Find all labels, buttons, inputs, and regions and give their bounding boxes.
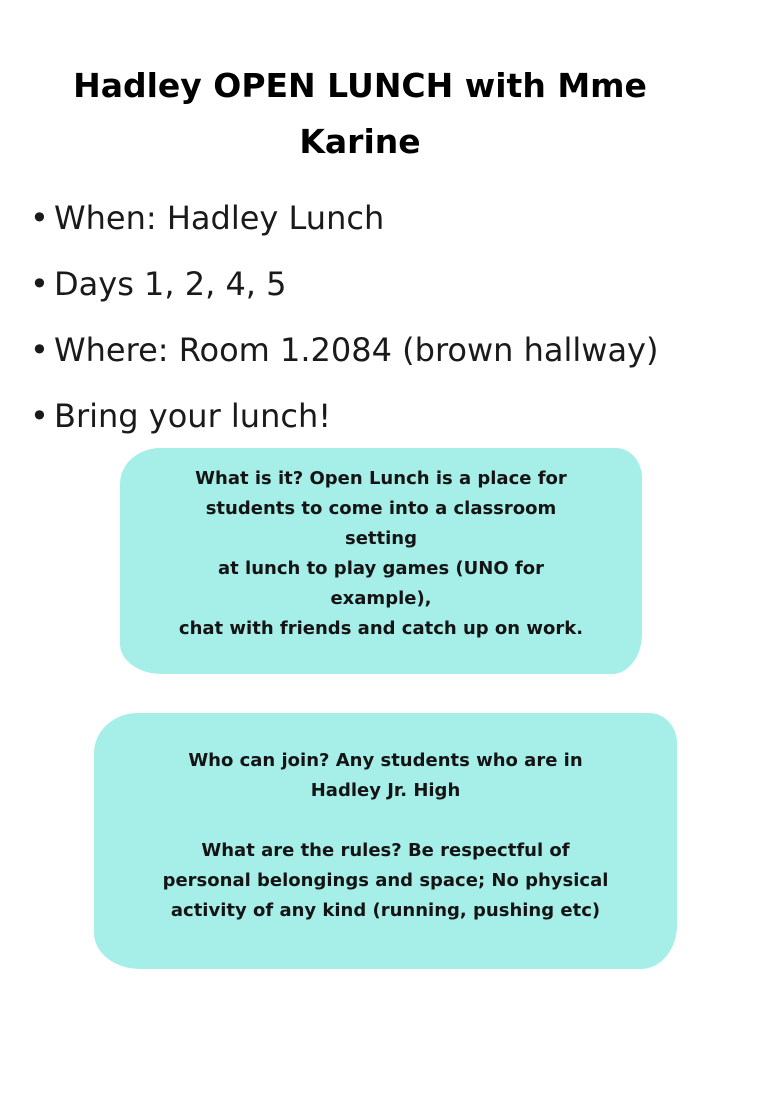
paragraph-spacer: [94, 806, 677, 836]
info-line: chat with friends and catch up on work.: [178, 618, 584, 639]
details-list: [30, 196, 750, 460]
bullet-icon: •: [30, 265, 49, 303]
page-title: [40, 58, 680, 170]
bullet-text: Bring your lunch!: [54, 397, 332, 435]
bullet-icon: •: [30, 199, 49, 237]
info-line: example),: [330, 588, 432, 609]
bullet-icon: •: [30, 397, 49, 435]
title-line-1: Hadley OPEN LUNCH with Mme: [73, 66, 647, 105]
bullet-text: Days 1, 2, 4, 5: [54, 265, 287, 303]
info-line: What is it? Open Lunch is a place for: [195, 468, 567, 489]
bullet-text: When: Hadley Lunch: [54, 199, 385, 237]
rules-line: activity of any kind (running, pushing etc): [170, 900, 601, 921]
what-is-it-text: [120, 464, 642, 644]
rules-line: What are the rules? Be respectful of: [201, 840, 570, 861]
join-and-rules-text: [94, 746, 677, 926]
info-line: setting: [345, 528, 417, 549]
list-item-where: [30, 328, 750, 394]
join-line: Who can join? Any students who are in: [188, 750, 583, 771]
bullet-icon: •: [30, 331, 49, 369]
bullet-text: Where: Room 1.2084 (brown hallway): [54, 331, 659, 369]
info-line: at lunch to play games (UNO for: [218, 558, 544, 579]
rules-line: personal belongings and space; No physical: [162, 870, 609, 891]
title-line-2: Karine: [299, 122, 421, 161]
info-line: students to come into a classroom: [205, 498, 557, 519]
list-item-days: [30, 262, 750, 328]
join-line: Hadley Jr. High: [310, 780, 461, 801]
what-is-it-box: [120, 448, 642, 674]
join-and-rules-box: [94, 713, 677, 969]
list-item-when: [30, 196, 750, 262]
